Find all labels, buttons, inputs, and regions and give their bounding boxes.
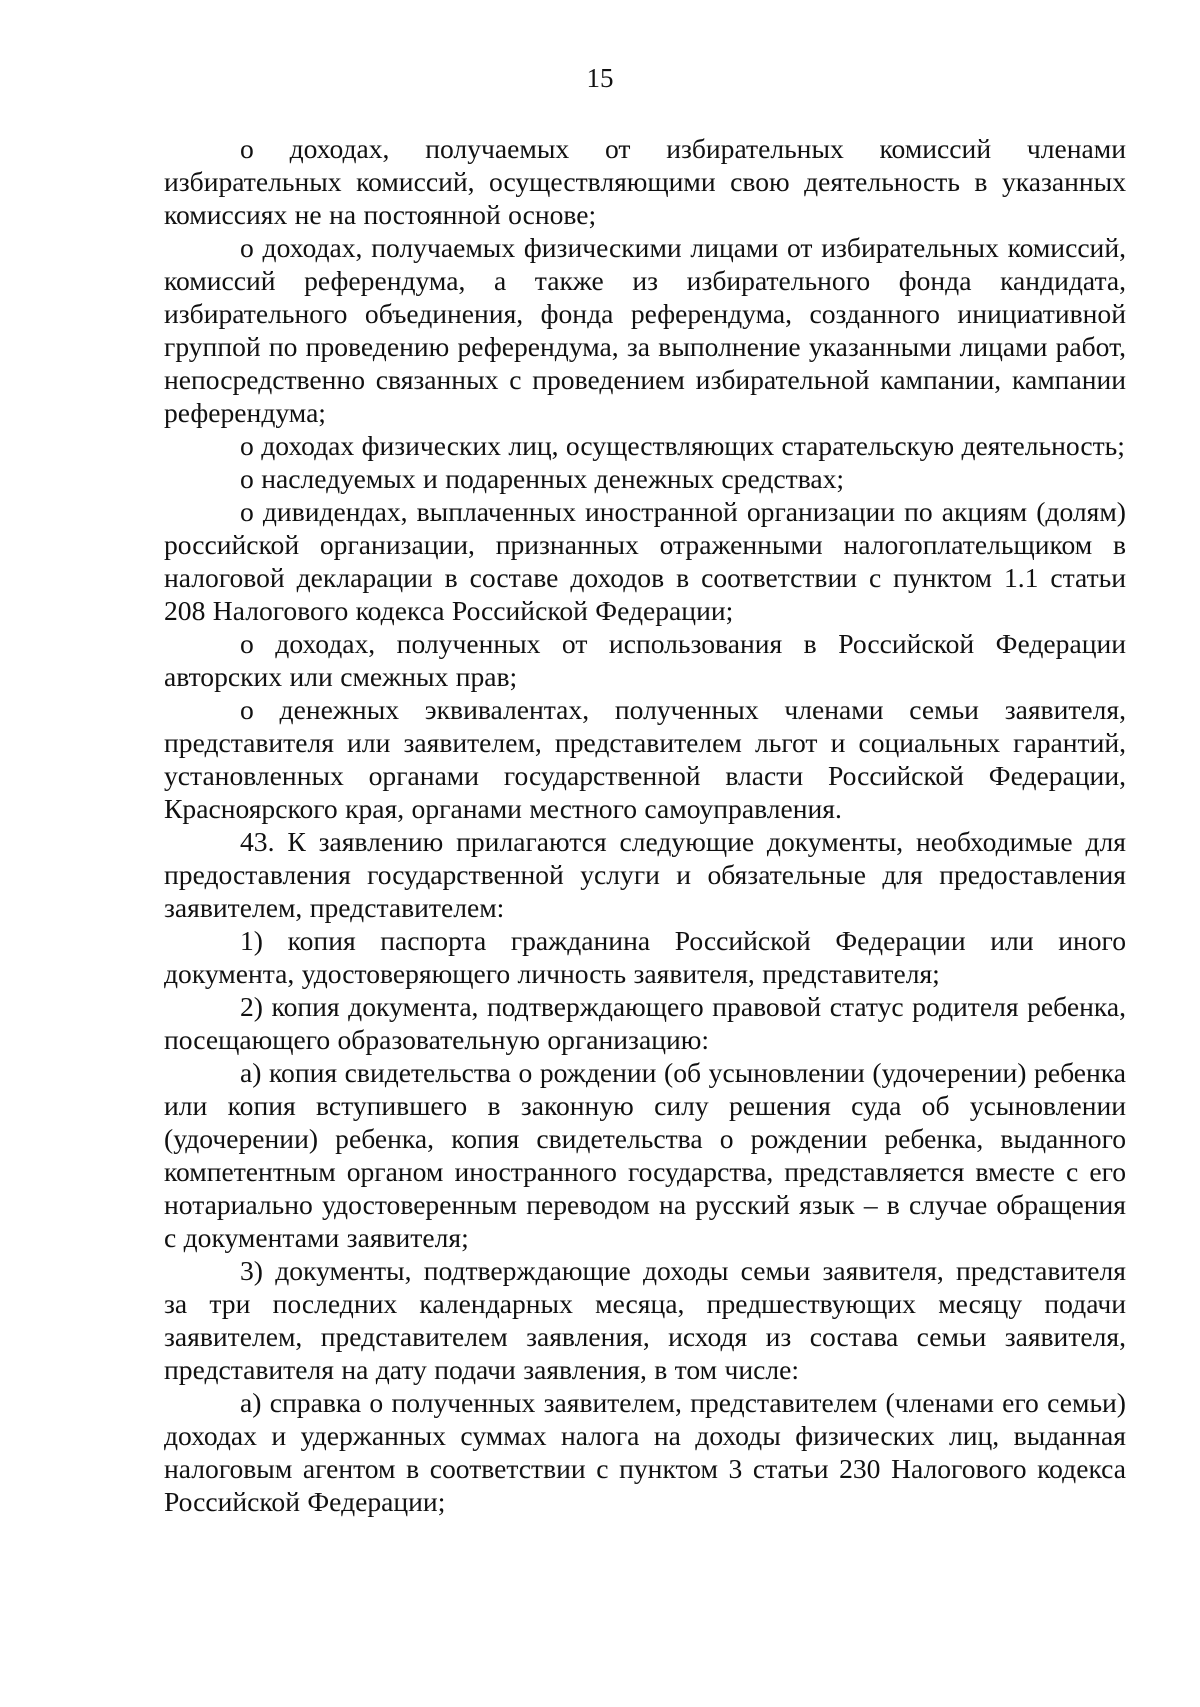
paragraph-inherited-funds: о наследуемых и подаренных денежных средствах; bbox=[240, 463, 845, 494]
page-number: 15 bbox=[586, 63, 614, 93]
paragraph-subitem-3-family-income: 3) документы, подтверждающие доходы семьи заявителя, представителя за три последних календарных месяца, предшествующих месяцу подачи заявителем, представителем заявления, исходя из состава семьи заявителя, представителя на дату подачи заявления, в том числе: bbox=[164, 1255, 1126, 1385]
paragraph-item-43: 43. К заявлению прилагаются следующие документы, необходимые для предоставления государственной услуги и обязательные для предоставления заявителем, представителем: bbox=[164, 826, 1126, 923]
paragraph-prospecting-income: о доходах физических лиц, осуществляющих старательскую деятельность; bbox=[240, 430, 1125, 461]
paragraph-subitem-2-parent-status: 2) копия документа, подтверждающего правовой статус родителя ребенка, посещающего образовательную организацию: bbox=[164, 991, 1126, 1055]
paragraph-subitem-1-passport: 1) копия паспорта гражданина Российской Федерации или иного документа, удостоверяющего личность заявителя, представителя; bbox=[164, 925, 1126, 989]
paragraph-subitem-2a-birth-certificate: а) копия свидетельства о рождении (об усыновлении (удочерении) ребенка или копия вступившего в законную силу решения суда об усыновлении (удочерении) ребенка, копия свидетельства о рождении ребенка, выданного компетентным органом иностранного государства, представляется вместе с его нотариально удостоверенным переводом на русский язык – в случае обращения с документами заявителя; bbox=[164, 1057, 1126, 1253]
paragraph-dividends: о дивидендах, выплаченных иностранной организации по акциям (долям) российской организации, признанных отраженными налогоплательщиком в налоговой декларации в составе доходов в соответствии с пунктом 1.1 статьи 208 Налогового кодекса Российской Федерации; bbox=[164, 496, 1126, 626]
paragraph-monetary-equivalents: о денежных эквивалентах, полученных членами семьи заявителя, представителя или заявителем, представителем льгот и социальных гарантий, установленных органами государственной власти Российской Федерации, Красноярского края, органами местного самоуправления. bbox=[164, 694, 1126, 824]
paragraph-income-from-election-funds: о доходах, получаемых физическими лицами от избирательных комиссий, комиссий референдума, а также из избирательного фонда кандидата, избирательного объединения, фонда референдума, созданного инициативной группой по проведению референдума, за выполнение указанными лицами работ, непосредственно связанных с проведением избирательной кампании, кампании референдума; bbox=[164, 232, 1126, 428]
paragraph-subitem-3a-income-certificate: а) справка о полученных заявителем, представителем (членами его семьи) доходах и удержанных суммах налога на доходы физических лиц, выданная налоговым агентом в соответствии с пунктом 3 статьи 230 Налогового кодекса Российской Федерации; bbox=[164, 1387, 1126, 1517]
document-body bbox=[164, 132, 1126, 1518]
paragraph-income-election-commission-members: о доходах, получаемых от избирательных комиссий членами избирательных комиссий, осуществляющими свою деятельность в указанных комиссиях не на постоянной основе; bbox=[164, 133, 1126, 230]
paragraph-copyright-income: о доходах, полученных от использования в Российской Федерации авторских или смежных прав; bbox=[164, 628, 1126, 692]
